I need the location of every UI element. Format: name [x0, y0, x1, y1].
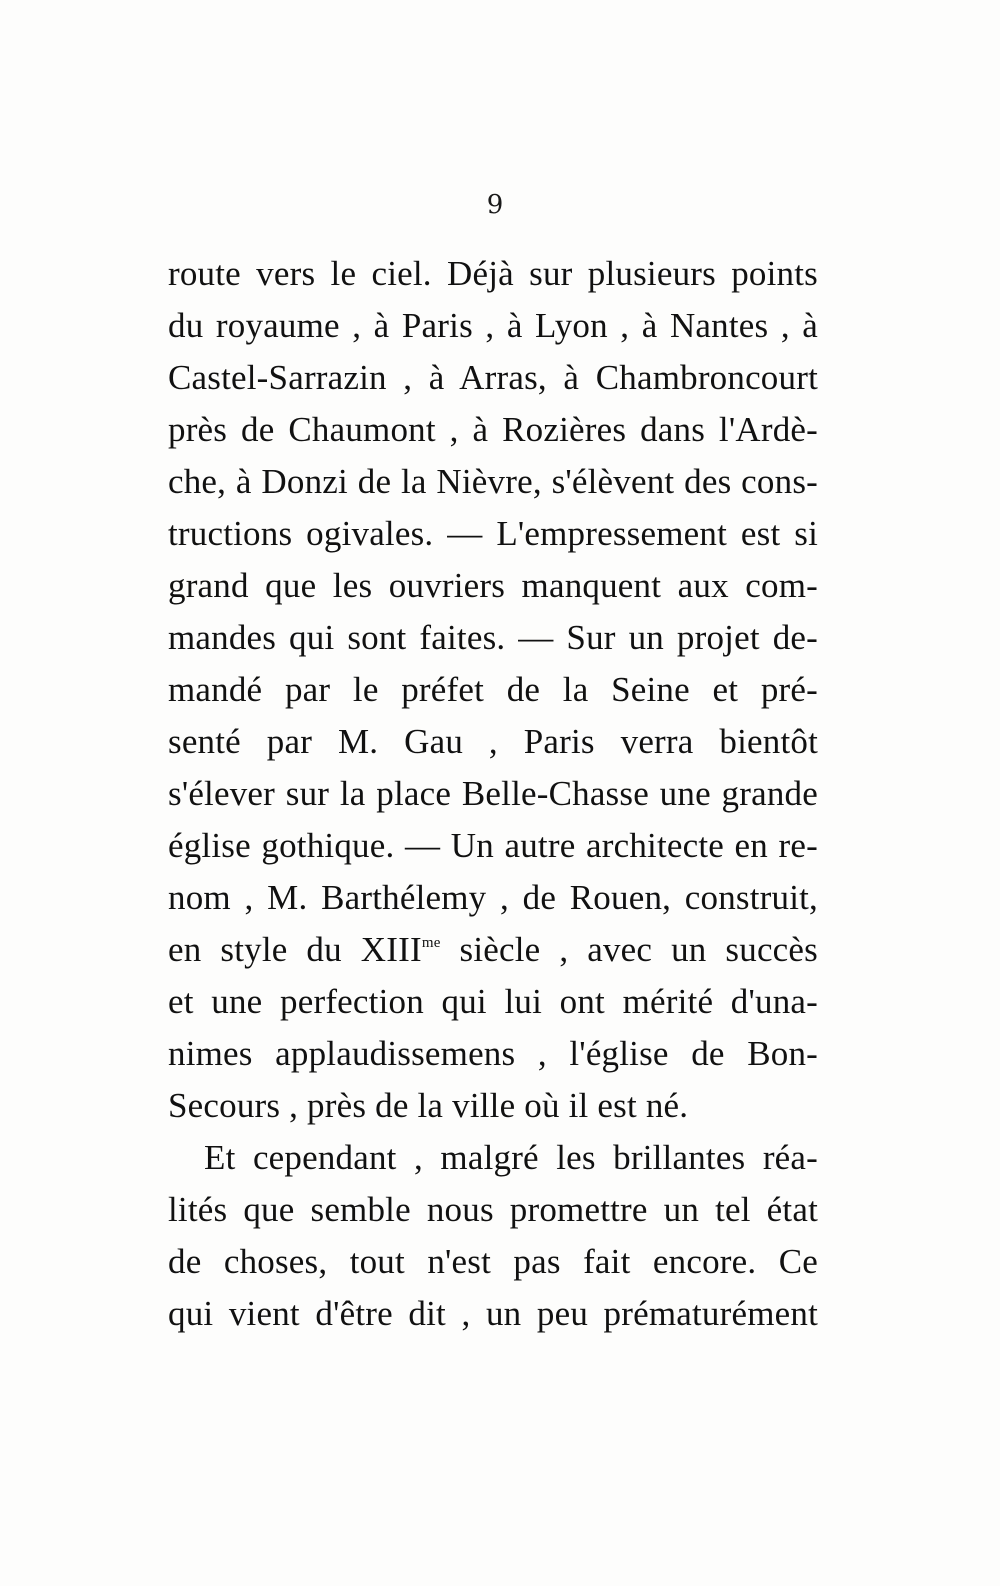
text-line: mandes qui sont faites. — Sur un projet de- [168, 618, 818, 657]
text-line: nimes applaudissemens , l'église de Bon- [168, 1034, 818, 1073]
text-line: lités que semble nous promettre un tel état [168, 1190, 818, 1229]
text-line: s'élever sur la place Belle-Chasse une grande [168, 774, 818, 813]
text-line: Et cependant , malgré les brillantes réa- [204, 1138, 818, 1177]
text-line: du royaume , à Paris , à Lyon , à Nantes , à [168, 306, 818, 345]
text-xiii-after: siècle , avec un succès [440, 930, 818, 969]
text-line: près de Chaumont , à Rozières dans l'Ardè- [168, 410, 818, 449]
text-line: de choses, tout n'est pas fait encore. Ce [168, 1242, 818, 1281]
text-line: grand que les ouvriers manquent aux com- [168, 566, 818, 605]
superscript-me: me [421, 935, 441, 951]
page-number: 9 [486, 190, 504, 220]
text-line: che, à Donzi de la Nièvre, s'élèvent des cons- [168, 462, 818, 501]
text-xiii-before: en style du XIII [168, 930, 422, 969]
text-line: qui vient d'être dit , un peu prématurément [168, 1294, 818, 1333]
text-line: Secours , près de la ville où il est né. [168, 1086, 689, 1125]
text-line: mandé par le préfet de la Seine et pré- [168, 670, 818, 709]
text-line: senté par M. Gau , Paris verra bientôt [168, 722, 818, 761]
text-line: route vers le ciel. Déjà sur plusieurs points [168, 254, 818, 293]
text-line: et une perfection qui lui ont mérité d'una- [168, 982, 818, 1021]
text-line-xiii [168, 924, 818, 976]
body-text [168, 248, 818, 1340]
text-line: Castel-Sarrazin , à Arras, à Chambroncourt [168, 358, 818, 397]
text-line: église gothique. — Un autre architecte en re- [168, 826, 818, 865]
text-line: nom , M. Barthélemy , de Rouen, construit, [168, 878, 818, 917]
text-line: tructions ogivales. — L'empressement est si [168, 514, 818, 553]
